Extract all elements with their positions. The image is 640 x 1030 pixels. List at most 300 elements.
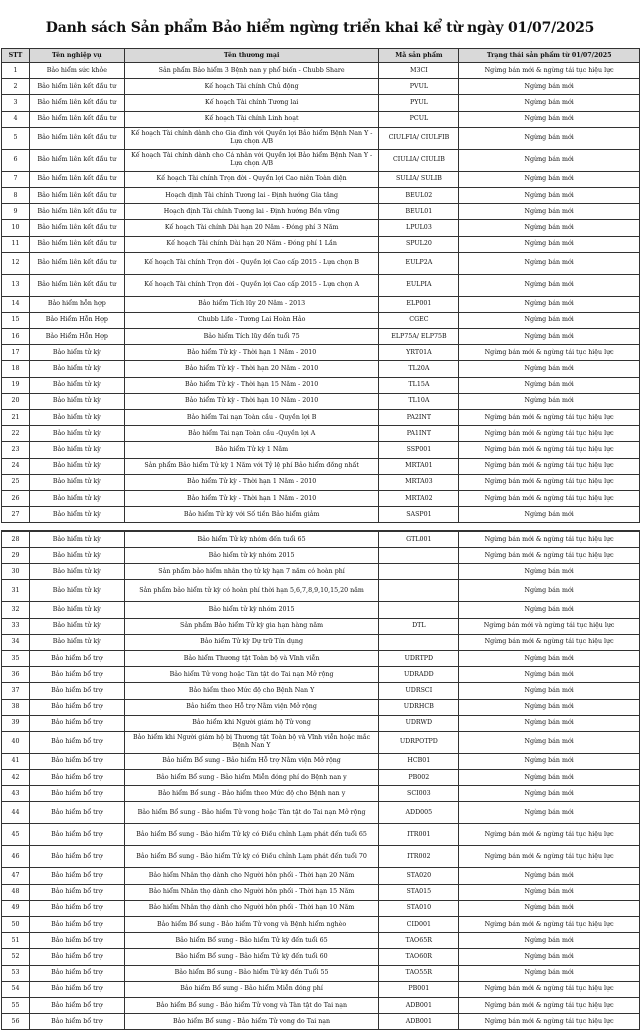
cell-product-code: TL20A [379,361,459,377]
table-row [2,426,640,442]
cell-status: Ngừng bán mới & ngừng tái tục hiệu lực [459,1014,640,1030]
table-body-part2 [2,531,640,1030]
cell-stt: 20 [2,393,30,409]
cell-trade-name: Bảo hiểm Tích lũy 20 Năm - 2013 [124,296,379,312]
cell-business-line: Bảo hiểm bổ trợ [29,770,124,786]
cell-stt: 35 [2,650,30,666]
cell-product-code: TL15A [379,377,459,393]
cell-product-code: MRTA01 [379,458,459,474]
cell-stt: 42 [2,770,30,786]
cell-trade-name: Bảo hiểm Nhân thọ dành cho Người hôn phối - Thời hạn 10 Năm [124,900,379,916]
cell-business-line: Bảo hiểm liên kết đầu tư [29,236,124,252]
cell-trade-name: Bảo hiểm Tích lũy đến tuổi 75 [124,329,379,345]
cell-status: Ngừng bán mới & ngừng tái tục hiệu lực [459,458,640,474]
cell-trade-name: Bảo hiểm Bổ sung - Bảo hiểm Tử vong do Tai nạn [124,1014,379,1030]
cell-business-line: Bảo hiểm bổ trợ [29,965,124,981]
cell-stt: 5 [2,127,30,149]
cell-status: Ngừng bán mới [459,329,640,345]
cell-status: Ngừng bán mới & ngừng tái tục hiệu lực [459,490,640,506]
cell-trade-name: Bảo hiểm Bổ sung - Bảo hiểm Tử kỳ có Điều chỉnh Lạm phát đến tuổi 65 [124,824,379,846]
cell-stt: 18 [2,361,30,377]
table-row [2,770,640,786]
cell-product-code: SASP01 [379,507,459,523]
cell-trade-name: Bảo hiểm Bổ sung - Bảo hiểm Miễn đóng phí do Bệnh nan y [124,770,379,786]
table-row [2,220,640,236]
table-row [2,252,640,274]
table-row [2,1014,640,1030]
cell-status: Ngừng bán mới & ngừng tái tục hiệu lực [459,474,640,490]
cell-trade-name: Bảo hiểm Tử kỳ với Số tiền Bảo hiểm giảm [124,507,379,523]
table-row [2,393,640,409]
cell-stt: 45 [2,824,30,846]
cell-status: Ngừng bán mới & ngừng tái tục hiệu lực [459,426,640,442]
cell-status: Ngừng bán mới [459,187,640,203]
cell-status: Ngừng bán mới [459,393,640,409]
cell-stt: 48 [2,884,30,900]
cell-trade-name: Kế hoạch Tài chính Dài hạn 20 Năm - Đóng phí 1 Lần [124,236,379,252]
cell-stt: 17 [2,345,30,361]
cell-business-line: Bảo hiểm tử kỳ [29,618,124,634]
cell-status: Ngừng bán mới [459,236,640,252]
cell-trade-name: Kế hoạch Tài chính Trọn đời - Quyền lợi Cao niên Toàn diện [124,171,379,187]
table-row [2,149,640,171]
cell-business-line: Bảo hiểm liên kết đầu tư [29,79,124,95]
cell-business-line: Bảo hiểm liên kết đầu tư [29,95,124,111]
cell-business-line: Bảo hiểm bổ trợ [29,650,124,666]
cell-status: Ngừng bán mới [459,753,640,769]
cell-product-code: ELP001 [379,296,459,312]
cell-stt: 13 [2,274,30,296]
cell-status: Ngừng bán mới [459,731,640,753]
header-status: Trạng thái sản phẩm từ 01/07/2025 [459,49,640,63]
table-row [2,965,640,981]
table-row [2,731,640,753]
cell-business-line: Bảo hiểm bổ trợ [29,917,124,933]
cell-stt: 7 [2,171,30,187]
cell-status: Ngừng bán mới [459,884,640,900]
cell-product-code: PA1INT [379,426,459,442]
cell-trade-name: Sản phẩm Bảo hiểm Tử kỳ gia hạn hàng năm [124,618,379,634]
cell-business-line: Bảo hiểm bổ trợ [29,846,124,868]
cell-product-code: STA015 [379,884,459,900]
cell-product-code: CID001 [379,917,459,933]
cell-status: Ngừng bán mới [459,361,640,377]
cell-trade-name: Bảo hiểm tử kỳ nhóm 2015 [124,548,379,564]
table-row [2,111,640,127]
cell-stt: 1 [2,63,30,79]
products-table-part1 [1,48,640,523]
cell-stt: 43 [2,786,30,802]
cell-trade-name: Bảo hiểm Tử kỳ - Thời hạn 1 Năm - 2010 [124,474,379,490]
cell-product-code: CIULFIA/ CIULFIB [379,127,459,149]
cell-business-line: Bảo hiểm liên kết đầu tư [29,149,124,171]
table-row [2,236,640,252]
table-row [2,377,640,393]
cell-business-line: Bảo hiểm bổ trợ [29,900,124,916]
cell-status: Ngừng bán mới [459,79,640,95]
cell-product-code: PCUL [379,111,459,127]
table-row [2,602,640,618]
cell-status: Ngừng bán mới & ngừng tái tục hiệu lực [459,917,640,933]
cell-stt: 33 [2,618,30,634]
cell-product-code: SSP001 [379,442,459,458]
cell-business-line: Bảo hiểm bổ trợ [29,933,124,949]
cell-trade-name: Chubb Life - Tương Lai Hoàn Hảo [124,312,379,328]
cell-business-line: Bảo hiểm liên kết đầu tư [29,220,124,236]
table-row [2,171,640,187]
header-business-line: Tên nghiệp vụ [29,49,124,63]
cell-stt: 3 [2,95,30,111]
cell-status: Ngừng bán mới [459,111,640,127]
cell-business-line: Bảo hiểm liên kết đầu tư [29,187,124,203]
cell-status: Ngừng bán mới [459,204,640,220]
cell-status: Ngừng bán mới [459,95,640,111]
cell-business-line: Bảo hiểm tử kỳ [29,490,124,506]
cell-trade-name: Bảo hiểm Tử vong hoặc Tàn tật do Tai nạn Mở rộng [124,667,379,683]
cell-stt: 50 [2,917,30,933]
cell-status: Ngừng bán mới [459,377,640,393]
cell-stt: 53 [2,965,30,981]
cell-status: Ngừng bán mới [459,312,640,328]
cell-stt: 9 [2,204,30,220]
cell-status: Ngừng bán mới & ngừng tái tục hiệu lực [459,824,640,846]
cell-product-code [379,580,459,602]
table-row [2,868,640,884]
cell-product-code: EULPIA [379,274,459,296]
cell-trade-name: Kế hoạch Tài chính Trọn đời - Quyền lợi Cao cấp 2015 - Lựa chọn A [124,274,379,296]
cell-business-line: Bảo hiểm sức khỏe [29,63,124,79]
cell-product-code [379,548,459,564]
cell-trade-name: Kế hoạch Tài chính Tương lai [124,95,379,111]
cell-product-code: TAO60R [379,949,459,965]
cell-stt: 21 [2,410,30,426]
cell-status: Ngừng bán mới [459,274,640,296]
cell-business-line: Bảo hiểm bổ trợ [29,753,124,769]
cell-trade-name: Bảo hiểm Bổ sung - Bảo hiểm Tử kỳ đến tuổi 60 [124,949,379,965]
cell-product-code: GTL001 [379,531,459,547]
cell-product-code: SCI003 [379,786,459,802]
cell-trade-name: Bảo hiểm Tử kỳ Dự trữ Tín dụng [124,634,379,650]
cell-stt: 52 [2,949,30,965]
cell-business-line: Bảo hiểm liên kết đầu tư [29,204,124,220]
cell-trade-name: Bảo hiểm Bổ sung - Bảo hiểm Tử kỳ đến Tuổi 55 [124,965,379,981]
table-row [2,458,640,474]
cell-stt: 12 [2,252,30,274]
cell-stt: 16 [2,329,30,345]
cell-product-code: SULIA/ SULIB [379,171,459,187]
cell-status: Ngừng bán mới & ngừng tái tục hiệu lực [459,442,640,458]
table-row [2,667,640,683]
cell-stt: 36 [2,667,30,683]
cell-trade-name: Bảo hiểm tử kỳ nhóm 2015 [124,602,379,618]
cell-status: Ngừng bán mới & ngừng tái tục hiệu lực [459,531,640,547]
cell-status: Ngừng bán mới [459,868,640,884]
cell-trade-name: Bảo hiểm Tử kỳ - Thời hạn 20 Năm - 2010 [124,361,379,377]
cell-business-line: Bảo hiểm tử kỳ [29,377,124,393]
cell-stt: 37 [2,683,30,699]
cell-status: Ngừng bán mới [459,650,640,666]
cell-status: Ngừng bán mới [459,715,640,731]
table-row [2,507,640,523]
cell-trade-name: Bảo hiểm Bổ sung - Bảo hiểm Tử kỳ đến tuổi 65 [124,933,379,949]
cell-status: Ngừng bán mới & ngừng tái tục hiệu lực [459,63,640,79]
table-row [2,846,640,868]
cell-business-line: Bảo hiểm tử kỳ [29,442,124,458]
table-row [2,753,640,769]
table-row [2,618,640,634]
cell-product-code: SPUL20 [379,236,459,252]
cell-business-line: Bảo hiểm tử kỳ [29,602,124,618]
cell-product-code [379,602,459,618]
cell-trade-name: Bảo hiểm Thương tật Toàn bộ và Vĩnh viễn [124,650,379,666]
cell-stt: 49 [2,900,30,916]
cell-stt: 30 [2,564,30,580]
cell-status: Ngừng bán mới [459,786,640,802]
cell-trade-name: Sản phẩm bảo hiểm nhân thọ tử kỳ hạn 7 năm có hoàn phí [124,564,379,580]
cell-status: Ngừng bán mới [459,802,640,824]
cell-stt: 23 [2,442,30,458]
page-title: Danh sách Sản phẩm Bảo hiểm ngừng triển khai kể từ ngày 01/07/2025 [45,20,595,36]
cell-trade-name: Bảo hiểm Tử kỳ - Thời hạn 1 Năm - 2010 [124,345,379,361]
cell-trade-name: Bảo hiểm Bổ sung - Bảo hiểm Miễn đóng phí [124,981,379,997]
table-row [2,981,640,997]
cell-status: Ngừng bán mới & ngừng tái tục hiệu lực [459,997,640,1013]
cell-business-line: Bảo hiểm hỗn hợp [29,296,124,312]
cell-trade-name: Bảo hiểm Bổ sung - Bảo hiểm Hỗ trợ Nằm viện Mở rộng [124,753,379,769]
cell-stt: 44 [2,802,30,824]
cell-status: Ngừng bán mới & ngừng tái tục hiệu lực [459,634,640,650]
table-row [2,345,640,361]
cell-business-line: Bảo hiểm tử kỳ [29,410,124,426]
table-row [2,884,640,900]
cell-business-line: Bảo hiểm bổ trợ [29,731,124,753]
cell-stt: 54 [2,981,30,997]
cell-trade-name: Bảo hiểm Bổ sung - Bảo hiểm Tử vong hoặc Tàn tật do Tai nạn Mở rộng [124,802,379,824]
cell-business-line: Bảo hiểm liên kết đầu tư [29,274,124,296]
cell-product-code: PA2INT [379,410,459,426]
cell-business-line: Bảo hiểm bổ trợ [29,699,124,715]
cell-stt: 25 [2,474,30,490]
cell-product-code: PYUL [379,95,459,111]
cell-trade-name: Bảo hiểm Tử kỳ - Thời hạn 1 Năm - 2010 [124,490,379,506]
cell-status: Ngừng bán mới và ngừng tái tục hiệu lực [459,618,640,634]
cell-status: Ngừng bán mới [459,149,640,171]
cell-stt: 32 [2,602,30,618]
cell-business-line: Bảo hiểm bổ trợ [29,884,124,900]
cell-product-code: ITR001 [379,824,459,846]
cell-business-line: Bảo hiểm bổ trợ [29,667,124,683]
cell-trade-name: Bảo hiểm Bổ sung - Bảo hiểm Tử vong và Tàn tật do Tai nạn [124,997,379,1013]
cell-trade-name: Bảo hiểm theo Hỗ trợ Nằm viện Mở rộng [124,699,379,715]
table-row [2,997,640,1013]
cell-status: Ngừng bán mới [459,564,640,580]
table-row [2,548,640,564]
cell-status: Ngừng bán mới [459,770,640,786]
cell-product-code: ADB001 [379,997,459,1013]
table-row [2,442,640,458]
cell-status: Ngừng bán mới & ngừng tái tục hiệu lực [459,981,640,997]
cell-trade-name: Bảo hiểm Bổ sung - Bảo hiểm theo Mức độ cho Bệnh nan y [124,786,379,802]
cell-stt: 40 [2,731,30,753]
cell-trade-name: Bảo hiểm khi Người giám hộ Tử vong [124,715,379,731]
table-header-row [2,49,640,63]
cell-stt: 46 [2,846,30,868]
table-row [2,949,640,965]
cell-product-code: ADD005 [379,802,459,824]
cell-product-code: YRT01A [379,345,459,361]
table-row [2,933,640,949]
cell-status: Ngừng bán mới [459,699,640,715]
table-body-part1 [2,63,640,523]
cell-stt: 47 [2,868,30,884]
cell-product-code: MRTA02 [379,490,459,506]
cell-stt: 24 [2,458,30,474]
cell-business-line: Bảo hiểm liên kết đầu tư [29,171,124,187]
cell-product-code: BEUL01 [379,204,459,220]
table-row [2,564,640,580]
table-row [2,79,640,95]
cell-status: Ngừng bán mới [459,683,640,699]
cell-status: Ngừng bán mới [459,127,640,149]
table-row [2,580,640,602]
cell-business-line: Bảo hiểm tử kỳ [29,474,124,490]
cell-stt: 6 [2,149,30,171]
cell-status: Ngừng bán mới [459,171,640,187]
table-row [2,204,640,220]
cell-product-code: CIULIA/ CIULIB [379,149,459,171]
table-row [2,531,640,547]
table-row [2,329,640,345]
cell-status: Ngừng bán mới [459,949,640,965]
cell-stt: 2 [2,79,30,95]
cell-product-code: UDRSCI [379,683,459,699]
table-row [2,917,640,933]
cell-business-line: Bảo hiểm bổ trợ [29,802,124,824]
cell-stt: 29 [2,548,30,564]
cell-product-code [379,634,459,650]
cell-product-code: STA010 [379,900,459,916]
cell-status: Ngừng bán mới [459,667,640,683]
cell-product-code: HCB01 [379,753,459,769]
cell-stt: 15 [2,312,30,328]
cell-trade-name: Bảo hiểm Tai nạn Toàn cầu - Quyền lợi B [124,410,379,426]
cell-product-code: UDRTPD [379,650,459,666]
cell-trade-name: Bảo hiểm Bổ sung - Bảo hiểm Tử kỳ có Điều chỉnh Lạm phát đến tuổi 70 [124,846,379,868]
cell-product-code: PB002 [379,770,459,786]
table-row [2,786,640,802]
cell-stt: 31 [2,580,30,602]
cell-status: Ngừng bán mới [459,252,640,274]
cell-product-code: PB001 [379,981,459,997]
table-row [2,474,640,490]
cell-product-code: TAO55R [379,965,459,981]
cell-business-line: Bảo hiểm tử kỳ [29,564,124,580]
table-row [2,824,640,846]
cell-trade-name: Bảo hiểm Nhân thọ dành cho Người hôn phối - Thời hạn 20 Năm [124,868,379,884]
cell-business-line: Bảo hiểm tử kỳ [29,361,124,377]
cell-trade-name: Bảo hiểm Tử kỳ - Thời hạn 10 Năm - 2010 [124,393,379,409]
cell-stt: 34 [2,634,30,650]
cell-status: Ngừng bán mới & ngừng tái tục hiệu lực [459,345,640,361]
cell-trade-name: Bảo hiểm theo Mức độ cho Bệnh Nan Y [124,683,379,699]
cell-product-code: UDRHCB [379,699,459,715]
table-row [2,802,640,824]
cell-business-line: Bảo hiểm tử kỳ [29,426,124,442]
table-row [2,312,640,328]
cell-stt: 27 [2,507,30,523]
cell-trade-name: Kế hoạch Tài chính Chủ động [124,79,379,95]
cell-stt: 14 [2,296,30,312]
cell-stt: 55 [2,997,30,1013]
cell-stt: 41 [2,753,30,769]
table-row [2,683,640,699]
table-row [2,650,640,666]
cell-product-code: LPUL03 [379,220,459,236]
cell-business-line: Bảo Hiểm Hỗn Hợp [29,329,124,345]
cell-business-line: Bảo hiểm bổ trợ [29,868,124,884]
cell-business-line: Bảo hiểm liên kết đầu tư [29,252,124,274]
cell-stt: 39 [2,715,30,731]
cell-product-code: MRTA03 [379,474,459,490]
cell-business-line: Bảo hiểm bổ trợ [29,824,124,846]
header-stt: STT [2,49,30,63]
cell-status: Ngừng bán mới & ngừng tái tục hiệu lực [459,846,640,868]
table-row [2,900,640,916]
cell-product-code: CGEC [379,312,459,328]
cell-business-line: Bảo hiểm tử kỳ [29,580,124,602]
table-row [2,361,640,377]
cell-trade-name: Sản phẩm Bảo hiểm 3 Bệnh nan y phổ biến - Chubb Share [124,63,379,79]
cell-trade-name: Bảo hiểm Tử kỳ - Thời hạn 15 Năm - 2010 [124,377,379,393]
cell-trade-name: Kế hoạch Tài chính Linh hoạt [124,111,379,127]
cell-trade-name: Hoạch định Tài chính Tương lai - Định hướng Bền vững [124,204,379,220]
table-row [2,187,640,203]
cell-business-line: Bảo hiểm tử kỳ [29,634,124,650]
cell-stt: 19 [2,377,30,393]
cell-trade-name: Bảo hiểm Tai nạn Toàn cầu -Quyền lợi A [124,426,379,442]
cell-stt: 26 [2,490,30,506]
cell-trade-name: Kế hoạch Tài chính Trọn đời - Quyền lợi Cao cấp 2015 - Lựa chọn B [124,252,379,274]
table-row [2,490,640,506]
cell-stt: 11 [2,236,30,252]
cell-trade-name: Kế hoạch Tài chính Dài hạn 20 Năm - Đóng phí 3 Năm [124,220,379,236]
cell-business-line: Bảo hiểm liên kết đầu tư [29,127,124,149]
cell-business-line: Bảo hiểm bổ trợ [29,683,124,699]
cell-business-line: Bảo hiểm bổ trợ [29,949,124,965]
cell-status: Ngừng bán mới [459,296,640,312]
cell-trade-name: Kế hoạch Tài chính dành cho Gia đình với Quyền lợi Bảo hiểm Bệnh Nan Y - Lựa chọn A/B [124,127,379,149]
table-row [2,95,640,111]
cell-status: Ngừng bán mới [459,933,640,949]
cell-stt: 28 [2,531,30,547]
cell-trade-name: Sản phẩm bảo hiểm tử kỳ có hoàn phí thời hạn 5,6,7,8,9,10,15,20 năm [124,580,379,602]
cell-product-code: UDRPOTPD [379,731,459,753]
header-trade-name: Tên thương mại [124,49,379,63]
cell-product-code: UDRADD [379,667,459,683]
cell-status: Ngừng bán mới [459,220,640,236]
cell-stt: 8 [2,187,30,203]
cell-business-line: Bảo Hiểm Hỗn Hợp [29,312,124,328]
cell-product-code: ADB001 [379,1014,459,1030]
cell-product-code: ELP75A/ ELP75B [379,329,459,345]
cell-business-line: Bảo hiểm tử kỳ [29,345,124,361]
cell-product-code: UDRWD [379,715,459,731]
cell-status: Ngừng bán mới & ngừng tái tục hiệu lực [459,410,640,426]
cell-product-code: M3CI [379,63,459,79]
cell-stt: 4 [2,111,30,127]
cell-stt: 51 [2,933,30,949]
cell-business-line: Bảo hiểm tử kỳ [29,458,124,474]
